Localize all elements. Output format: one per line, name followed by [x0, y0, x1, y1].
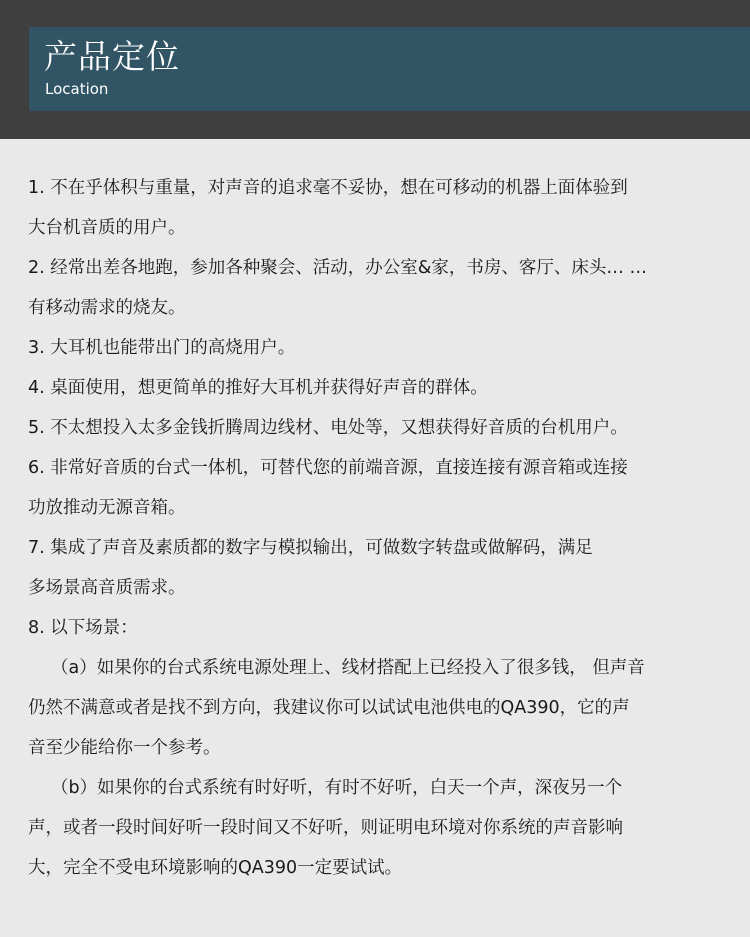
text-line: 3. 大耳机也能带出门的高烧用户。 [28, 338, 296, 358]
text-line: 6. 非常好音质的台式一体机，可替代您的前端音源，直接连接有源音箱或连接 [28, 458, 628, 478]
content-body [28, 168, 728, 888]
text-line: 7. 集成了声音及素质都的数字与模拟输出，可做数字转盘或做解码，满足 [28, 538, 593, 558]
text-line: 1. 不在乎体积与重量，对声音的追求毫不妥协，想在可移动的机器上面体验到 [28, 178, 628, 198]
text-line: 大台机音质的用户。 [28, 218, 186, 238]
text-line: 多场景高音质需求。 [28, 578, 186, 598]
text-line: 2. 经常出差各地跑，参加各种聚会、活动，办公室&家，书房、客厅、床头… … [28, 258, 647, 278]
text-line: 声，或者一段时间好听一段时间又不好听，则证明电环境对你系统的声音影响 [28, 818, 623, 838]
text-line: 5. 不太想投入太多金钱折腾周边线材、电处等，又想获得好音质的台机用户。 [28, 418, 628, 438]
page-subtitle: Location [45, 80, 109, 98]
text-line: 4. 桌面使用，想更简单的推好大耳机并获得好声音的群体。 [28, 378, 488, 398]
title-panel [29, 27, 750, 111]
page-title: 产品定位 [44, 37, 180, 76]
header-band [0, 0, 750, 139]
text-line: 8. 以下场景： [28, 618, 138, 638]
text-line: 音至少能给你一个参考。 [28, 738, 221, 758]
text-line: 仍然不满意或者是找不到方向，我建议你可以试试电池供电的QA390，它的声 [28, 698, 630, 718]
text-line: 大，完全不受电环境影响的QA390一定要试试。 [28, 858, 403, 878]
text-line: 有移动需求的烧友。 [28, 298, 186, 318]
text-line: （a）如果你的台式系统电源处理上、线材搭配上已经投入了很多钱， 但声音 [51, 658, 645, 678]
text-line: （b）如果你的台式系统有时好听，有时不好听，白天一个声，深夜另一个 [51, 778, 623, 798]
text-line: 功放推动无源音箱。 [28, 498, 186, 518]
